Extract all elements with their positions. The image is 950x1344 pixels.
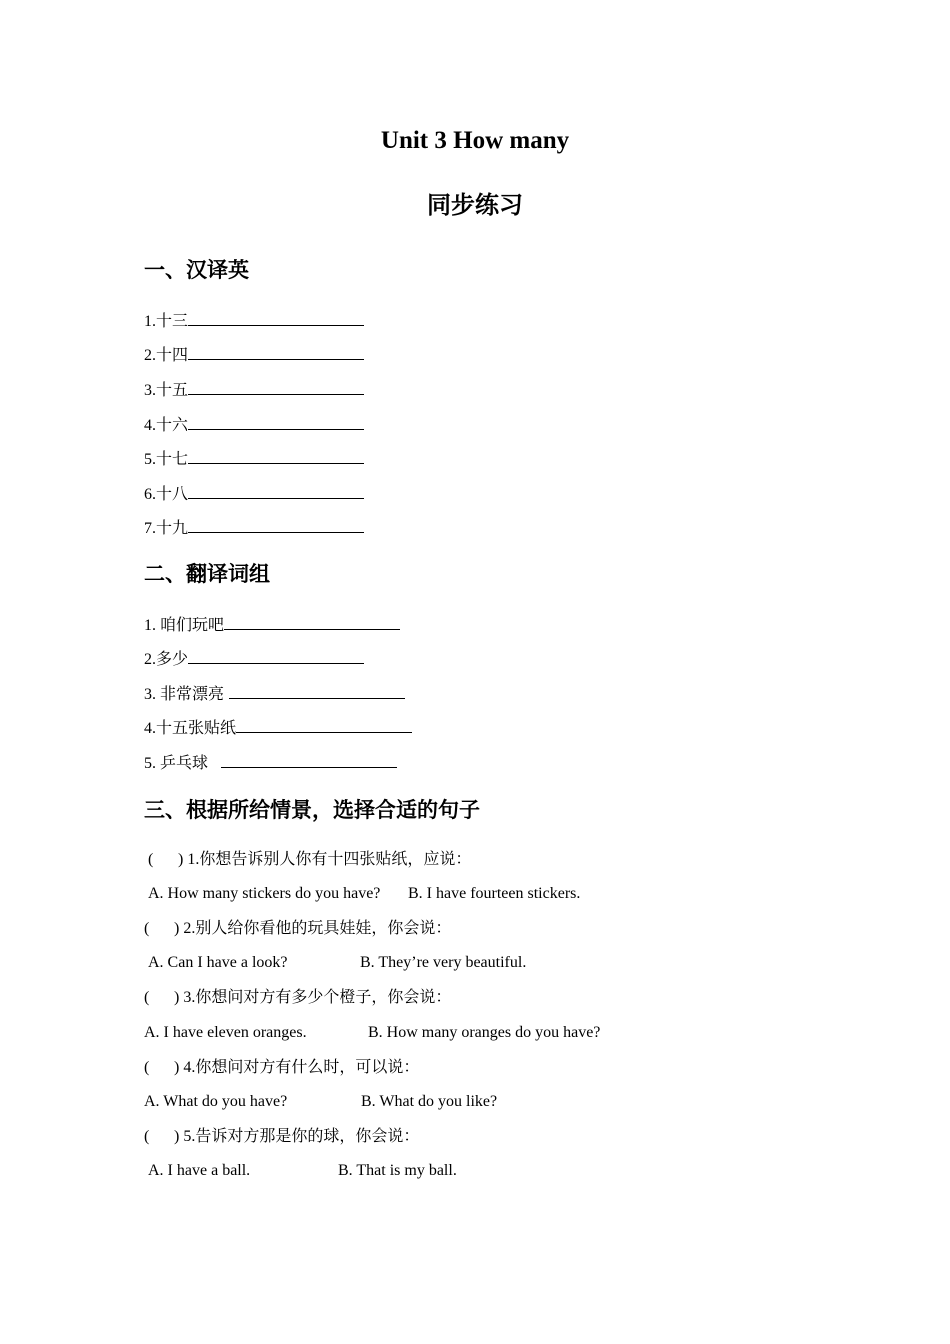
question-number: ) 3. (174, 989, 196, 1006)
section2-item-2 (144, 647, 364, 671)
item-prompt: 十五张贴纸 (156, 718, 237, 737)
section2-item-3 (144, 682, 405, 706)
option-a: A. I have eleven oranges. (144, 1024, 307, 1041)
item-number: 3. (144, 382, 156, 399)
question-4-options (144, 1091, 844, 1113)
item-prompt: 十七 (156, 449, 189, 468)
answer-paren-open[interactable]: ( (148, 851, 154, 868)
option-b: B. How many oranges do you have? (368, 1024, 601, 1041)
answer-paren-open[interactable]: ( (144, 920, 150, 937)
item-prompt: 十六 (156, 415, 189, 434)
item-prompt: 十三 (156, 311, 189, 330)
item-number: 2. (144, 651, 156, 668)
section1-item-6 (144, 482, 364, 506)
section1-item-2 (144, 343, 364, 367)
question-text: 你想问对方有多少个橙子，你会说： (195, 987, 452, 1006)
section1-item-4 (144, 413, 364, 437)
item-prompt: 十五 (156, 380, 189, 399)
option-a: A. What do you have? (144, 1093, 288, 1110)
item-prompt: 十九 (156, 518, 189, 537)
answer-blank[interactable] (188, 447, 364, 464)
question-number: ) 4. (174, 1059, 196, 1076)
answer-blank[interactable] (229, 682, 405, 699)
question-3-options (144, 1022, 844, 1044)
section1-item-3 (144, 378, 364, 402)
section1-item-5 (144, 447, 364, 471)
item-number: 6. (144, 486, 156, 503)
answer-paren-open[interactable]: ( (144, 1128, 150, 1145)
item-number: 3. (144, 686, 160, 703)
page-subtitle: 同步练习 (427, 191, 523, 219)
answer-paren-open[interactable]: ( (144, 1059, 150, 1076)
answer-blank[interactable] (221, 751, 397, 768)
question-2 (144, 917, 451, 940)
page-title: Unit 3 How many (380, 127, 570, 154)
answer-paren-open[interactable]: ( (144, 989, 150, 1006)
answer-blank[interactable] (188, 482, 364, 499)
section1-heading: 一、汉译英 (144, 258, 249, 282)
section2-item-5 (144, 751, 397, 775)
question-number: ) 1. (178, 851, 200, 868)
option-a: A. Can I have a look? (148, 954, 288, 971)
item-prompt: 十四 (156, 345, 189, 364)
question-5 (144, 1125, 419, 1148)
item-number: 2. (144, 347, 156, 364)
question-text: 告诉对方那是你的球，你会说： (195, 1126, 420, 1145)
section1-item-1 (144, 309, 364, 333)
question-1-options (148, 883, 848, 905)
answer-blank[interactable] (188, 309, 364, 326)
section1-item-7 (144, 516, 364, 540)
question-1 (148, 848, 471, 871)
item-prompt: 乒乓球 (160, 753, 214, 772)
item-number: 4. (144, 720, 156, 737)
option-b: B. They’re very beautiful. (360, 954, 527, 971)
answer-blank[interactable] (236, 716, 412, 733)
item-prompt: 十八 (156, 484, 189, 503)
item-number: 1. (144, 313, 156, 330)
section2-heading: 二、翻译词组 (144, 562, 270, 586)
question-text: 你想告诉别人你有十四张贴纸，应说： (199, 849, 472, 868)
question-number: ) 2. (174, 920, 196, 937)
answer-blank[interactable] (188, 647, 364, 664)
answer-blank[interactable] (188, 378, 364, 395)
question-text: 你想问对方有什么时，可以说： (195, 1057, 420, 1076)
item-number: 5. (144, 451, 156, 468)
item-number: 7. (144, 520, 156, 537)
option-b: B. I have fourteen stickers. (408, 885, 581, 902)
answer-blank[interactable] (188, 516, 364, 533)
answer-blank[interactable] (224, 613, 400, 630)
item-number: 5. (144, 755, 160, 772)
item-prompt: 咱们玩吧 (160, 615, 225, 634)
question-number: ) 5. (174, 1128, 196, 1145)
item-prompt: 非常漂亮 (160, 684, 230, 703)
question-4 (144, 1056, 419, 1079)
answer-blank[interactable] (188, 343, 364, 360)
option-a: A. How many stickers do you have? (148, 885, 381, 902)
answer-blank[interactable] (188, 413, 364, 430)
item-number: 1. (144, 617, 160, 634)
option-a: A. I have a ball. (148, 1162, 251, 1179)
question-3 (144, 986, 451, 1009)
question-text: 别人给你看他的玩具娃娃，你会说： (195, 918, 452, 937)
option-b: B. That is my ball. (338, 1162, 457, 1179)
option-b: B. What do you like? (361, 1093, 498, 1110)
question-5-options (148, 1160, 848, 1182)
section2-item-4 (144, 716, 412, 740)
question-2-options (148, 952, 848, 974)
item-number: 4. (144, 417, 156, 434)
section3-heading: 三、根据所给情景，选择合适的句子 (144, 798, 480, 822)
item-prompt: 多少 (156, 649, 189, 668)
section2-item-1 (144, 613, 400, 637)
